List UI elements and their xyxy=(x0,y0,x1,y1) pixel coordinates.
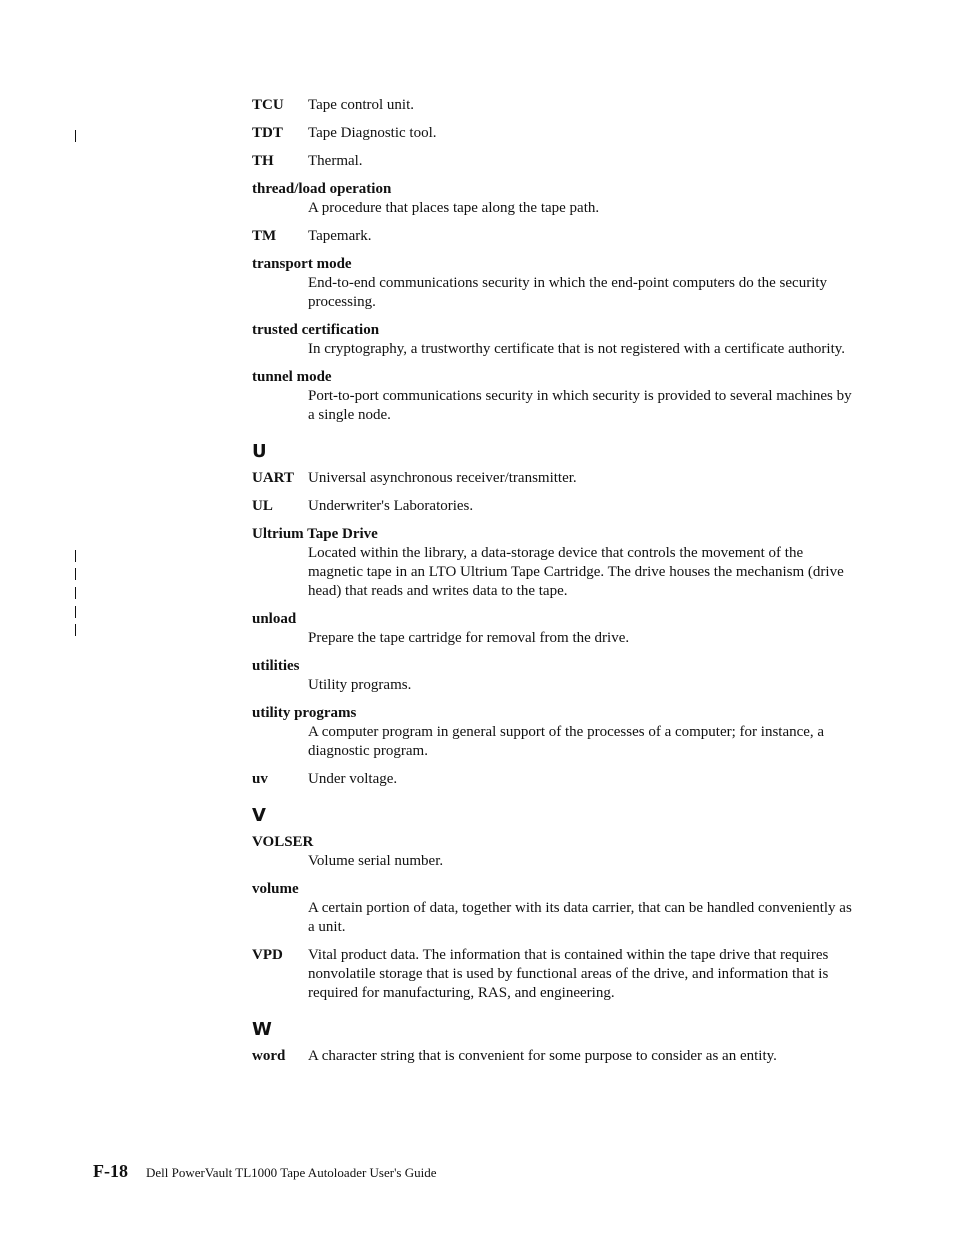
glossary-definition: Tapemark. xyxy=(308,228,372,244)
change-bar xyxy=(75,606,76,618)
glossary-term: tunnel mode xyxy=(252,369,332,385)
glossary-entry-tdt xyxy=(252,124,852,143)
glossary-entry-utility-programs xyxy=(252,704,852,761)
glossary-term: Ultrium Tape Drive xyxy=(252,526,378,542)
glossary-term: utility programs xyxy=(252,705,357,721)
glossary-definition: Port-to-port communications security in which security is provided to several machines by a single node. xyxy=(308,388,852,423)
glossary-term: VOLSER xyxy=(252,834,314,850)
glossary-definition: Tape control unit. xyxy=(308,97,415,113)
change-bar xyxy=(75,587,76,599)
glossary-term: trusted certification xyxy=(252,322,380,338)
glossary-entry-tcu xyxy=(252,96,852,115)
glossary-term: UL xyxy=(252,498,273,514)
glossary-definition: A computer program in general support of the processes of a computer; for instance, a diagnostic program. xyxy=(308,724,825,759)
glossary-entry-unload xyxy=(252,610,852,648)
glossary-entry-ul xyxy=(252,497,852,516)
section-heading-w: W xyxy=(252,1019,272,1040)
glossary-term: VPD xyxy=(252,947,283,963)
glossary-definition: A character string that is convenient for some purpose to consider as an entity. xyxy=(308,1048,777,1064)
glossary-entry-volser xyxy=(252,833,852,871)
glossary-definition: Tape Diagnostic tool. xyxy=(308,125,437,141)
glossary-term: unload xyxy=(252,611,297,627)
glossary-definition: Vital product data. The information that is contained within the tape drive that requires nonvolatile storage that is used by functional areas of the drive, and information that is required for manufacturing, RAS, and engineering. xyxy=(308,947,829,1001)
glossary-term: utilities xyxy=(252,658,300,674)
glossary-term: TM xyxy=(252,228,277,244)
glossary-entry-ultrium-tape-drive xyxy=(252,525,852,601)
glossary-definition: Universal asynchronous receiver/transmitter. xyxy=(308,470,577,486)
glossary-entry-vpd xyxy=(252,946,852,1003)
change-bar xyxy=(75,550,76,562)
glossary-definition: Located within the library, a data-storage device that controls the movement of the magnetic tape in an LTO Ultrium Tape Cartridge. The drive houses the mechanism (drive head) that reads and writes data to the tape. xyxy=(308,545,844,599)
glossary-term: TH xyxy=(252,153,274,169)
glossary-definition: Thermal. xyxy=(308,153,363,169)
glossary-entry-thread-load-operation xyxy=(252,180,852,218)
glossary-entry-utilities xyxy=(252,657,852,695)
change-bar xyxy=(75,130,76,142)
glossary-term: word xyxy=(252,1048,286,1064)
glossary-entry-uv xyxy=(252,770,852,789)
document-title: Dell PowerVault TL1000 Tape Autoloader User's Guide xyxy=(146,1165,437,1180)
glossary-definition: Volume serial number. xyxy=(308,853,444,869)
glossary-entry-word xyxy=(252,1047,852,1066)
change-bar xyxy=(75,568,76,580)
glossary-entry-tm xyxy=(252,227,852,246)
glossary-definition: In cryptography, a trustworthy certificate that is not registered with a certificate authority. xyxy=(308,341,846,357)
glossary-term: volume xyxy=(252,881,299,897)
glossary-term: TCU xyxy=(252,97,284,113)
glossary-term: uv xyxy=(252,771,268,787)
glossary-definition: End-to-end communications security in which the end-point computers do the security processing. xyxy=(308,275,828,310)
section-heading-u: U xyxy=(252,441,267,462)
glossary-term: thread/load operation xyxy=(252,181,392,197)
glossary-entry-tunnel-mode xyxy=(252,368,852,425)
change-bar xyxy=(75,624,76,636)
glossary-content xyxy=(252,96,852,1075)
glossary-definition: A procedure that places tape along the tape path. xyxy=(308,200,600,216)
glossary-definition: Under voltage. xyxy=(308,771,398,787)
glossary-entry-trusted-certification xyxy=(252,321,852,359)
glossary-term: UART xyxy=(252,470,294,486)
glossary-term: transport mode xyxy=(252,256,352,272)
glossary-entry-uart xyxy=(252,469,852,488)
page-footer xyxy=(93,1161,437,1182)
glossary-term: TDT xyxy=(252,125,283,141)
glossary-entry-volume xyxy=(252,880,852,937)
section-heading-v: V xyxy=(252,805,266,826)
glossary-definition: A certain portion of data, together with its data carrier, that can be handled conveniently as a unit. xyxy=(308,900,852,935)
glossary-entry-th xyxy=(252,152,852,171)
glossary-definition: Underwriter's Laboratories. xyxy=(308,498,474,514)
glossary-definition: Prepare the tape cartridge for removal from the drive. xyxy=(308,630,630,646)
glossary-entry-transport-mode xyxy=(252,255,852,312)
glossary-definition: Utility programs. xyxy=(308,677,412,693)
page-number: F-18 xyxy=(93,1161,128,1181)
